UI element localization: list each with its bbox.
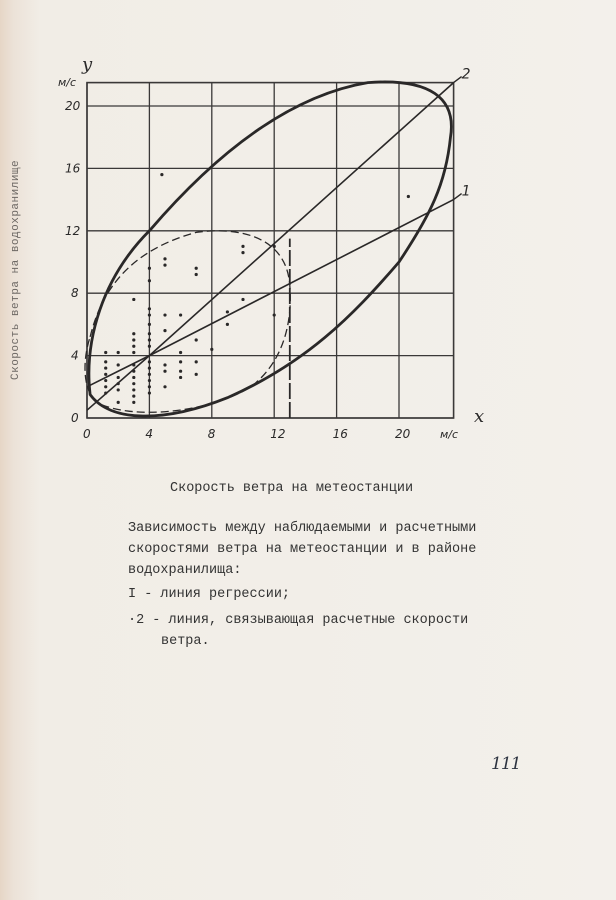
data-point [407, 195, 410, 198]
legend-text: I - линия регрессии; [128, 587, 291, 602]
y-axis-name: y [82, 54, 93, 75]
x-axis-unit: м/с [440, 428, 459, 441]
data-point [163, 329, 166, 332]
legend-text: ·2 - линия, связывающая расчетные скорости [128, 613, 469, 628]
data-point [163, 313, 166, 316]
data-point [148, 307, 151, 310]
description-line: водохранилища: [128, 563, 242, 578]
spine-vertical-label: Скорость ветра на водохранилище [10, 159, 22, 380]
data-point [179, 351, 182, 354]
data-point [148, 391, 151, 394]
data-point [104, 366, 107, 369]
x-tick-label: 8 [207, 427, 216, 441]
x-tick-label: 12 [270, 427, 286, 441]
data-point [148, 332, 151, 335]
y-axis-unit: м/с [58, 76, 77, 89]
data-point [148, 385, 151, 388]
data-point [195, 273, 198, 276]
data-point [132, 395, 135, 398]
data-point [195, 267, 198, 270]
legend-text-continued: ветра. [161, 634, 210, 649]
data-point [163, 257, 166, 260]
x-axis-caption: Скорость ветра на метеостанции [170, 481, 414, 496]
y-tick-label: 12 [65, 223, 81, 238]
data-point [104, 351, 107, 354]
y-tick-label: 16 [65, 161, 81, 176]
data-point [117, 376, 120, 379]
y-tick-label: 8 [71, 286, 79, 301]
data-point [132, 351, 135, 354]
data-point [132, 298, 135, 301]
page-number: 111 [491, 754, 521, 774]
data-point [195, 373, 198, 376]
line-label-2: 2 [461, 66, 471, 83]
data-point [104, 385, 107, 388]
data-point [104, 373, 107, 376]
data-point [160, 173, 163, 176]
data-point [163, 264, 166, 267]
data-point [117, 388, 120, 391]
figure-description [128, 518, 508, 581]
y-tick-label: 20 [65, 99, 81, 113]
data-point [148, 345, 151, 348]
line-label-1: 1 [461, 183, 471, 200]
data-point [132, 363, 135, 366]
data-point [132, 338, 135, 341]
data-point [148, 379, 151, 382]
data-point [273, 313, 276, 316]
data-point [148, 267, 151, 270]
data-point [117, 363, 120, 366]
x-tick-label: 0 [83, 427, 91, 441]
data-point [195, 360, 198, 363]
data-point [148, 279, 151, 282]
data-point [179, 376, 182, 379]
data-point [132, 382, 135, 385]
data-point [148, 313, 151, 316]
y-tick-label: 4 [71, 348, 79, 363]
x-tick-label: 20 [395, 427, 411, 441]
data-point [117, 382, 120, 385]
data-point [148, 338, 151, 341]
data-point [104, 379, 107, 382]
data-point [163, 363, 166, 366]
data-point [241, 251, 244, 254]
data-point [104, 360, 107, 363]
legend-item-1 [128, 584, 290, 605]
data-point [132, 332, 135, 335]
data-point [163, 385, 166, 388]
data-point [132, 401, 135, 404]
x-tick-label: 4 [145, 427, 154, 441]
description-line: Зависимость между наблюдаемыми и расчетными [128, 521, 477, 536]
x-tick-label: 16 [332, 427, 348, 441]
data-point [210, 348, 213, 351]
data-point [117, 351, 120, 354]
data-point [148, 366, 151, 369]
data-point [226, 323, 229, 326]
data-point [132, 370, 135, 373]
data-point [117, 401, 120, 404]
y-tick-label: 0 [71, 411, 79, 425]
data-point [163, 370, 166, 373]
data-point [179, 313, 182, 316]
data-point [241, 298, 244, 301]
data-point [148, 360, 151, 363]
data-point [226, 310, 229, 313]
data-point [179, 370, 182, 373]
data-point [132, 388, 135, 391]
legend-item-2 [128, 610, 468, 652]
data-point [179, 360, 182, 363]
data-point [132, 376, 135, 379]
data-point [132, 345, 135, 348]
data-point [273, 245, 276, 248]
data-point [241, 245, 244, 248]
x-axis-name: x [474, 406, 485, 427]
data-point [195, 338, 198, 341]
data-point [104, 391, 107, 394]
description-line: скоростями ветра на метеостанции и в районе [128, 542, 477, 557]
data-point [148, 373, 151, 376]
data-point [148, 323, 151, 326]
